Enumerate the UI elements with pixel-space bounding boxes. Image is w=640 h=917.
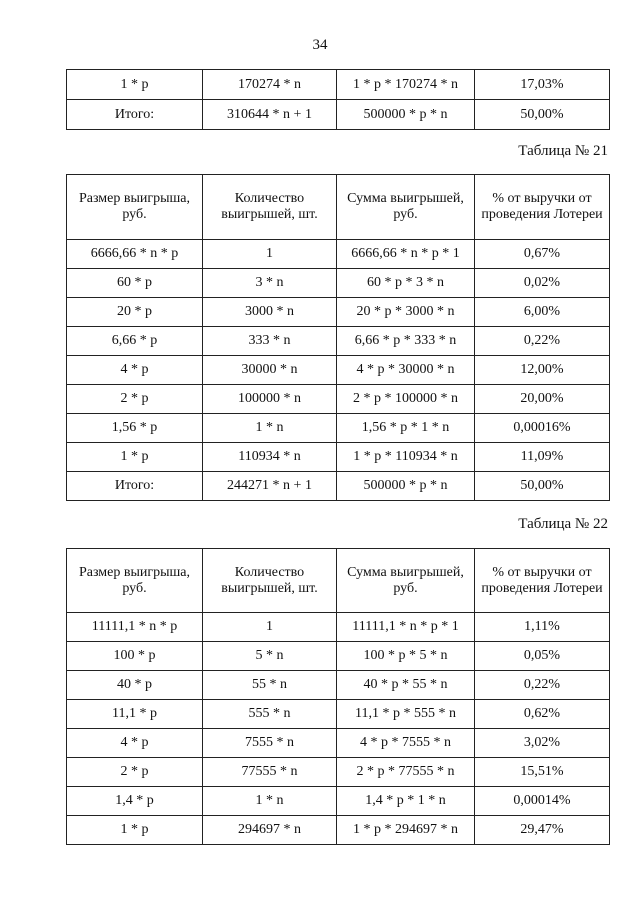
cell-prize-sum: 1,56 * p * 1 * n (337, 414, 475, 443)
cell-prize-sum: 60 * p * 3 * n (337, 269, 475, 298)
cell-prize-count: 170274 * n (203, 70, 337, 100)
header-revenue-percent: % от выручки от проведения Лотереи (475, 549, 610, 613)
cell-prize-count: 55 * n (203, 671, 337, 700)
cell-prize-count: 1 * n (203, 414, 337, 443)
cell-prize-size: 1 * p (67, 70, 203, 100)
cell-revenue-percent: 0,00014% (475, 787, 610, 816)
cell-revenue-percent: 17,03% (475, 70, 610, 100)
table-row (67, 758, 610, 787)
cell-prize-sum: 4 * p * 30000 * n (337, 356, 475, 385)
header-prize-sum: Сумма выигрышей, руб. (337, 549, 475, 613)
table-22 (66, 548, 610, 845)
cell-prize-count: 110934 * n (203, 443, 337, 472)
cell-prize-size: 2 * p (67, 758, 203, 787)
cell-prize-count: 244271 * n + 1 (203, 472, 337, 501)
header-revenue-percent: % от выручки от проведения Лотереи (475, 175, 610, 240)
header-prize-size: Размер выигрыша, руб. (67, 549, 203, 613)
table-row (67, 787, 610, 816)
cell-prize-size: 6666,66 * n * p (67, 240, 203, 269)
table-21-caption: Таблица № 21 (518, 143, 608, 159)
cell-prize-sum: 6,66 * p * 333 * n (337, 327, 475, 356)
cell-revenue-percent: 0,05% (475, 642, 610, 671)
cell-prize-size: 20 * p (67, 298, 203, 327)
cell-prize-size: 1,4 * p (67, 787, 203, 816)
header-prize-count: Количество выигрышей, шт. (203, 175, 337, 240)
cell-revenue-percent: 12,00% (475, 356, 610, 385)
table-row (67, 700, 610, 729)
cell-prize-size: 100 * p (67, 642, 203, 671)
cell-prize-sum: 2 * p * 77555 * n (337, 758, 475, 787)
cell-prize-size: 60 * p (67, 269, 203, 298)
cell-prize-size: Итого: (67, 472, 203, 501)
cell-prize-count: 333 * n (203, 327, 337, 356)
cell-prize-size: 11,1 * p (67, 700, 203, 729)
table-row (67, 613, 610, 642)
table-continued (66, 69, 610, 130)
cell-revenue-percent: 0,02% (475, 269, 610, 298)
cell-revenue-percent: 50,00% (475, 472, 610, 501)
cell-prize-sum: 40 * p * 55 * n (337, 671, 475, 700)
table-row (67, 729, 610, 758)
cell-prize-sum: 1 * p * 170274 * n (337, 70, 475, 100)
cell-prize-count: 1 (203, 613, 337, 642)
cell-prize-sum: 6666,66 * n * p * 1 (337, 240, 475, 269)
table-22-caption: Таблица № 22 (518, 516, 608, 532)
cell-prize-count: 294697 * n (203, 816, 337, 845)
cell-prize-sum: 11111,1 * n * p * 1 (337, 613, 475, 642)
cell-revenue-percent: 0,22% (475, 671, 610, 700)
cell-revenue-percent: 15,51% (475, 758, 610, 787)
header-prize-sum: Сумма выигрышей, руб. (337, 175, 475, 240)
table-header-row (67, 549, 610, 613)
cell-prize-sum: 100 * p * 5 * n (337, 642, 475, 671)
cell-prize-size: 2 * p (67, 385, 203, 414)
table-row (67, 414, 610, 443)
cell-prize-count: 5 * n (203, 642, 337, 671)
cell-prize-size: 1,56 * p (67, 414, 203, 443)
cell-prize-count: 310644 * n + 1 (203, 100, 337, 130)
page-number: 34 (312, 37, 328, 53)
table-row (67, 671, 610, 700)
cell-prize-sum: 500000 * p * n (337, 100, 475, 130)
cell-prize-count: 100000 * n (203, 385, 337, 414)
cell-revenue-percent: 11,09% (475, 443, 610, 472)
cell-prize-sum: 500000 * p * n (337, 472, 475, 501)
table-row (67, 385, 610, 414)
cell-revenue-percent: 0,62% (475, 700, 610, 729)
cell-prize-size: 6,66 * p (67, 327, 203, 356)
table-row (67, 269, 610, 298)
table-header-row (67, 175, 610, 240)
table-21 (66, 174, 610, 501)
table-row (67, 816, 610, 845)
cell-revenue-percent: 50,00% (475, 100, 610, 130)
header-prize-size: Размер выигрыша, руб. (67, 175, 203, 240)
cell-prize-size: 40 * p (67, 671, 203, 700)
cell-prize-sum: 2 * p * 100000 * n (337, 385, 475, 414)
table-row (67, 70, 610, 100)
table-row (67, 642, 610, 671)
cell-prize-sum: 1 * p * 110934 * n (337, 443, 475, 472)
cell-prize-count: 7555 * n (203, 729, 337, 758)
cell-prize-size: Итого: (67, 100, 203, 130)
cell-revenue-percent: 6,00% (475, 298, 610, 327)
cell-revenue-percent: 0,67% (475, 240, 610, 269)
cell-prize-sum: 11,1 * p * 555 * n (337, 700, 475, 729)
cell-prize-size: 11111,1 * n * p (67, 613, 203, 642)
table-row (67, 240, 610, 269)
table-row (67, 356, 610, 385)
cell-prize-size: 4 * p (67, 356, 203, 385)
table-row (67, 327, 610, 356)
cell-prize-sum: 4 * p * 7555 * n (337, 729, 475, 758)
cell-prize-sum: 1 * p * 294697 * n (337, 816, 475, 845)
cell-prize-count: 77555 * n (203, 758, 337, 787)
table-row (67, 298, 610, 327)
cell-revenue-percent: 20,00% (475, 385, 610, 414)
header-prize-count: Количество выигрышей, шт. (203, 549, 337, 613)
cell-prize-count: 3 * n (203, 269, 337, 298)
cell-revenue-percent: 3,02% (475, 729, 610, 758)
cell-prize-count: 1 (203, 240, 337, 269)
cell-revenue-percent: 29,47% (475, 816, 610, 845)
cell-prize-count: 30000 * n (203, 356, 337, 385)
cell-prize-size: 1 * p (67, 816, 203, 845)
cell-prize-count: 3000 * n (203, 298, 337, 327)
cell-prize-count: 555 * n (203, 700, 337, 729)
table-row (67, 443, 610, 472)
cell-revenue-percent: 1,11% (475, 613, 610, 642)
table-row (67, 472, 610, 501)
cell-prize-size: 4 * p (67, 729, 203, 758)
cell-revenue-percent: 0,00016% (475, 414, 610, 443)
cell-prize-sum: 1,4 * p * 1 * n (337, 787, 475, 816)
cell-prize-size: 1 * p (67, 443, 203, 472)
cell-revenue-percent: 0,22% (475, 327, 610, 356)
table-row (67, 100, 610, 130)
cell-prize-count: 1 * n (203, 787, 337, 816)
cell-prize-sum: 20 * p * 3000 * n (337, 298, 475, 327)
